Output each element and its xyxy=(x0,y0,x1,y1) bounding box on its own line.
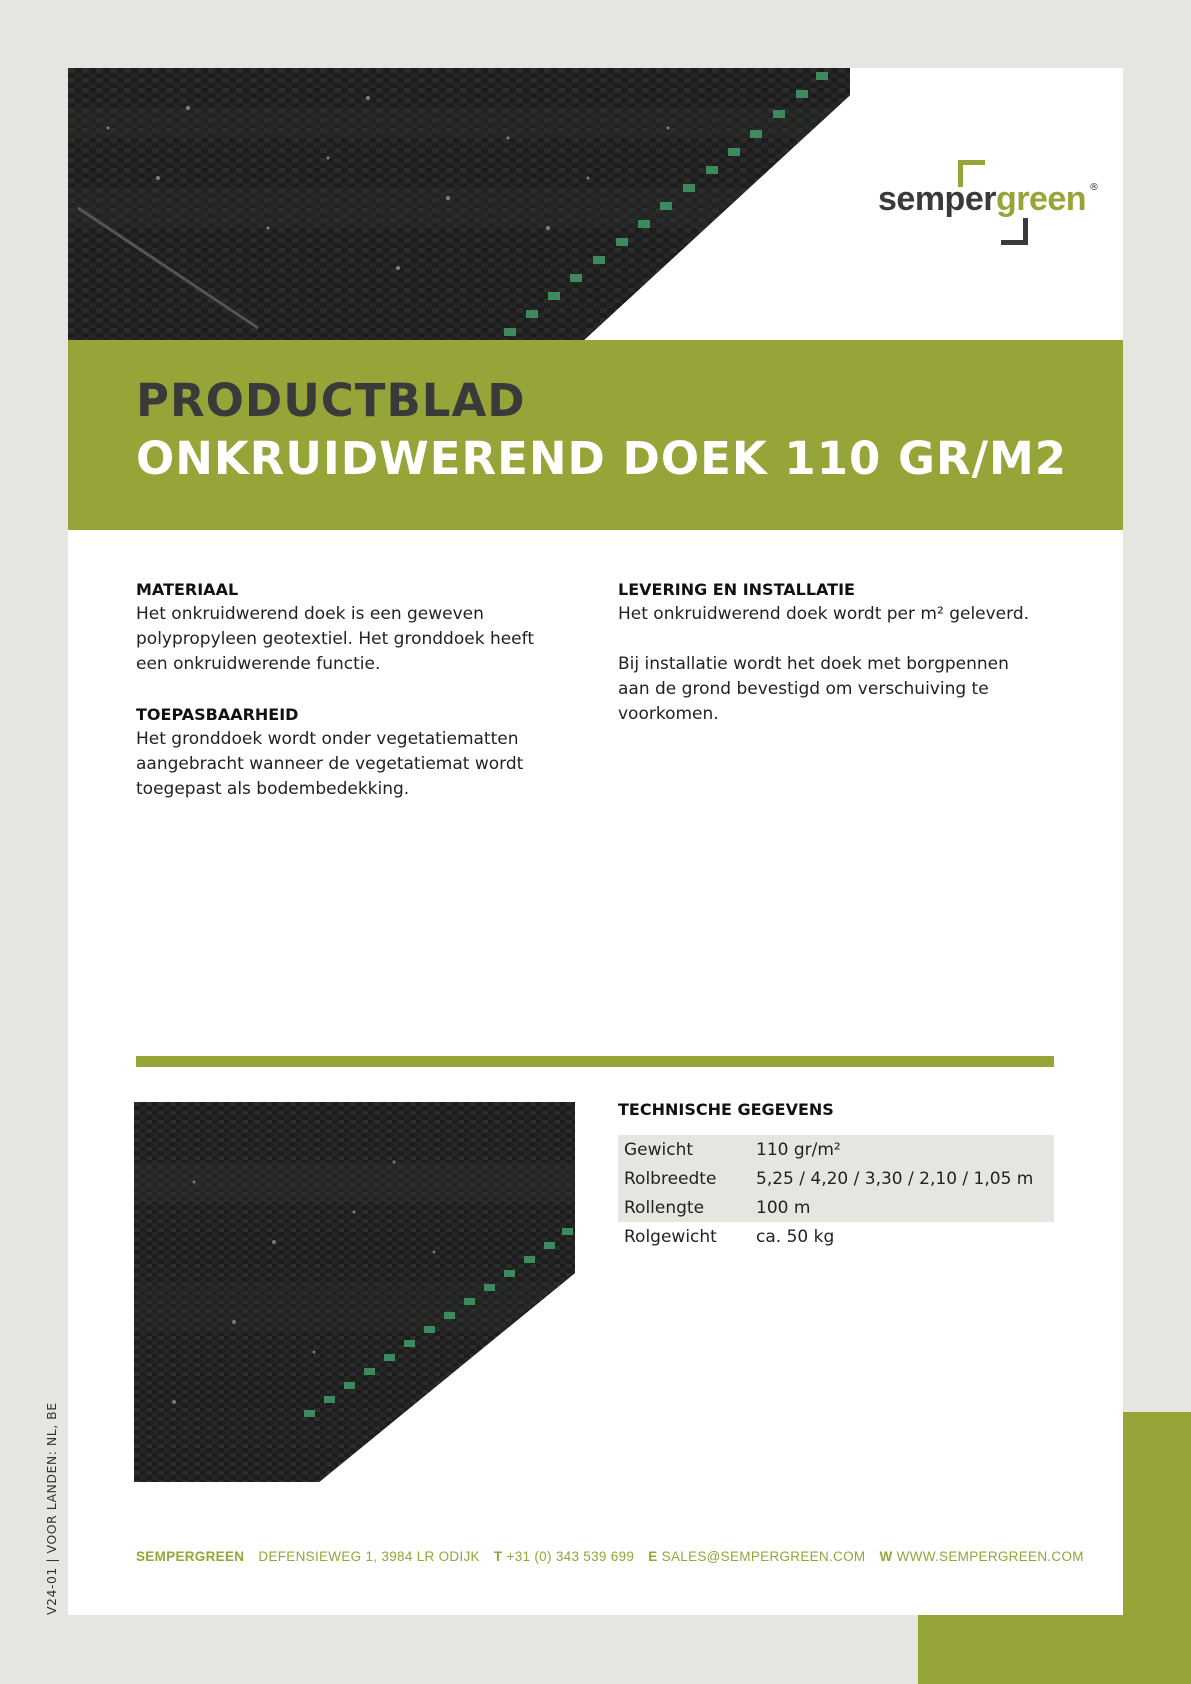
tech-label: Gewicht xyxy=(618,1135,750,1164)
left-column xyxy=(136,577,556,802)
tech-value: ca. 50 kg xyxy=(756,1226,835,1247)
product-name: ONKRUIDWEREND DOEK 110 GR/M2 xyxy=(136,432,1068,485)
toepasbaarheid-heading: TOEPASBAARHEID xyxy=(136,705,299,724)
materiaal-body: Het onkruidwerend doek is een geweven polypropyleen geotextiel. Het gronddoek heeft een onkruidwerende functie. xyxy=(136,604,534,674)
toepasbaarheid-body: Het gronddoek wordt onder vegetatiematten aangebracht wanneer de vegetatiemat wordt toegepast als bodembedekking. xyxy=(136,729,524,799)
footer-company: SEMPERGREEN xyxy=(136,1549,245,1564)
page-title: PRODUCTBLAD xyxy=(136,374,526,427)
footer-phone[interactable]: +31 (0) 343 539 699 xyxy=(506,1549,635,1564)
table-row xyxy=(618,1164,1054,1193)
footer-email-label: E xyxy=(648,1549,658,1564)
tech-label: Rollengte xyxy=(618,1193,750,1222)
product-sheet-page xyxy=(68,68,1123,1615)
tech-value: 100 m xyxy=(750,1193,1054,1222)
footer-email-link[interactable]: SALES@SEMPERGREEN.COM xyxy=(661,1549,866,1564)
logo-wordmark xyxy=(878,180,1086,219)
table-row xyxy=(618,1222,1054,1251)
table-row xyxy=(618,1135,1054,1164)
technical-data xyxy=(618,1100,1054,1251)
tech-label: Rolbreedte xyxy=(618,1164,750,1193)
footer-phone-label: T xyxy=(493,1549,503,1564)
product-photo xyxy=(134,1102,575,1482)
tech-value: 5,25 / 4,20 / 3,30 / 2,10 / 1,05 m xyxy=(750,1164,1054,1193)
section-divider xyxy=(136,1056,1054,1067)
tech-table xyxy=(618,1135,1054,1251)
footer-web-label: W xyxy=(879,1549,893,1564)
hero-fabric-photo xyxy=(68,68,850,340)
table-row xyxy=(618,1193,1054,1222)
logo-text-green: green xyxy=(995,180,1087,218)
tech-label: Rolgewicht xyxy=(624,1226,717,1247)
levering-heading: LEVERING EN INSTALLATIE xyxy=(618,580,855,599)
footer-web-link[interactable]: WWW.SEMPERGREEN.COM xyxy=(896,1549,1084,1564)
right-column xyxy=(618,577,1038,727)
footer-address: DEFENSIEWEG 1, 3984 LR ODIJK xyxy=(258,1549,480,1564)
sempergreen-logo xyxy=(878,160,1103,250)
fabric-texture-image xyxy=(68,68,850,340)
fabric-roll-image xyxy=(134,1102,575,1482)
tech-heading: TECHNISCHE GEGEVENS xyxy=(618,1100,834,1119)
logo-bracket-bottom-right xyxy=(1001,218,1028,245)
title-band xyxy=(68,340,1123,530)
tech-value: 110 gr/m² xyxy=(750,1135,1054,1164)
footer-contact xyxy=(136,1549,1084,1564)
logo-text-semper: semper xyxy=(878,180,996,218)
logo-registered-mark: ® xyxy=(1089,182,1099,193)
levering-body-1: Het onkruidwerend doek wordt per m² geleverd. xyxy=(618,604,1030,624)
materiaal-heading: MATERIAAL xyxy=(136,580,239,599)
levering-body-2: Bij installatie wordt het doek met borgpennen aan de grond bevestigd om verschuiving te voorkomen. xyxy=(618,654,1009,724)
version-label: V24-01 | VOOR LANDEN: NL, BE xyxy=(44,1402,59,1615)
